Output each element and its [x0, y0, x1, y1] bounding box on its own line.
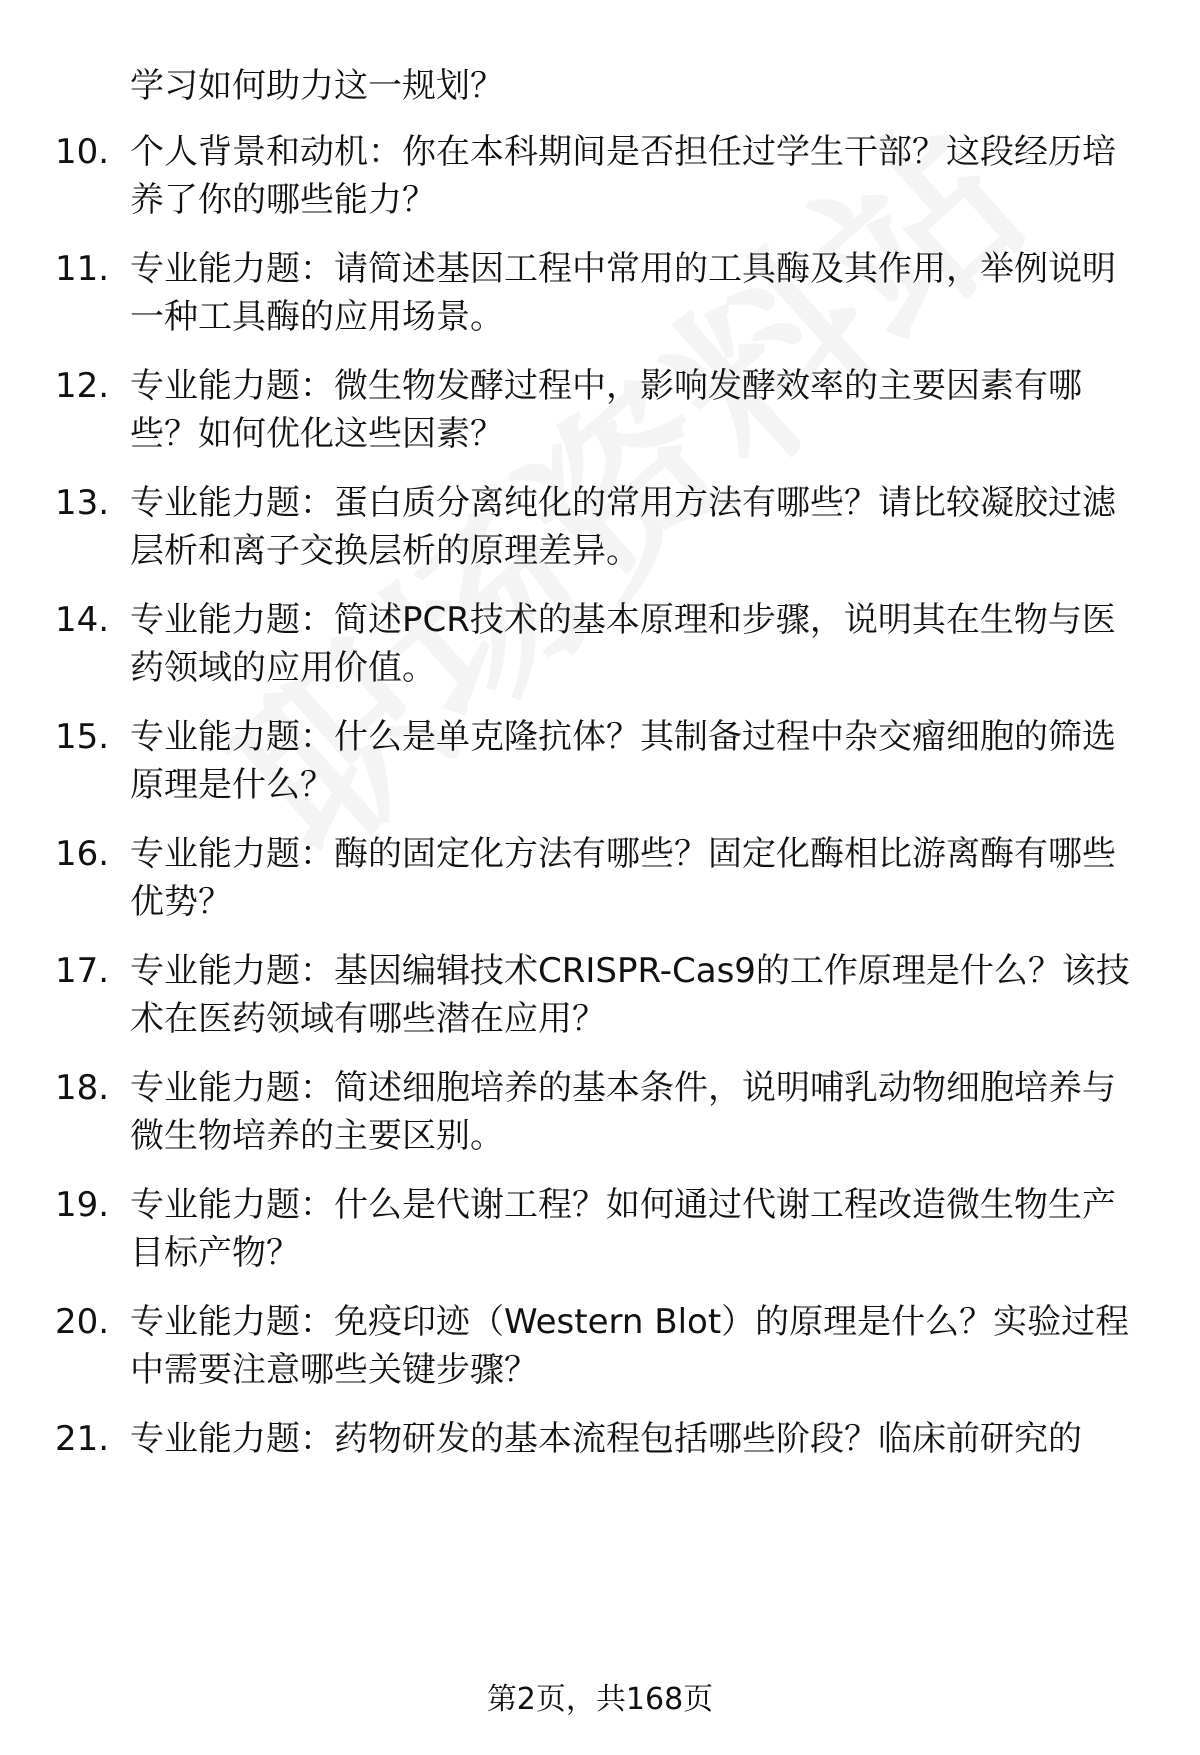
question-number: 18.	[55, 1068, 110, 1108]
question-number: 16.	[55, 834, 110, 874]
continuation-text: 学习如何助力这一规划？	[130, 66, 504, 106]
question-text: 专业能力题：药物研发的基本流程包括哪些阶段？临床前研究的	[130, 1419, 1082, 1459]
question-text: 专业能力题：什么是单克隆抗体？其制备过程中杂交瘤细胞的筛选原理是什么？	[130, 717, 1116, 805]
question-text: 专业能力题：微生物发酵过程中，影响发酵效率的主要因素有哪些？如何优化这些因素？	[130, 366, 1082, 454]
question-number: 19.	[55, 1185, 110, 1225]
question-number: 17.	[55, 951, 110, 991]
question-text: 专业能力题：简述细胞培养的基本条件，说明哺乳动物细胞培养与微生物培养的主要区别。	[130, 1068, 1116, 1156]
question-text: 专业能力题：什么是代谢工程？如何通过代谢工程改造微生物生产目标产物？	[130, 1185, 1116, 1273]
question-number: 15.	[55, 717, 110, 757]
question-text: 专业能力题：简述PCR技术的基本原理和步骤，说明其在生物与医药领域的应用价值。	[130, 600, 1116, 688]
question-number: 11.	[55, 249, 110, 289]
question-text: 专业能力题：免疫印迹（Western Blot）的原理是什么？实验过程中需要注意哪些关键步骤？	[130, 1302, 1130, 1390]
question-text: 个人背景和动机：你在本科期间是否担任过学生干部？这段经历培养了你的哪些能力？	[130, 132, 1116, 220]
question-number: 13.	[55, 483, 110, 523]
page-footer: 第2页，共168页	[486, 1682, 714, 1717]
question-text: 专业能力题：请简述基因工程中常用的工具酶及其作用，举例说明一种工具酶的应用场景。	[130, 249, 1116, 337]
question-number: 12.	[55, 366, 110, 406]
question-text: 专业能力题：酶的固定化方法有哪些？固定化酶相比游离酶有哪些优势？	[130, 834, 1116, 922]
question-number: 10.	[55, 132, 110, 172]
question-text: 专业能力题：基因编辑技术CRISPR-Cas9的工作原理是什么？该技术在医药领域有哪些潜在应用？	[130, 951, 1130, 1039]
question-number: 14.	[55, 600, 110, 640]
question-text: 专业能力题：蛋白质分离纯化的常用方法有哪些？请比较凝胶过滤层析和离子交换层析的原理差异。	[130, 483, 1116, 571]
question-number: 20.	[55, 1302, 110, 1342]
question-number: 21.	[55, 1419, 110, 1459]
